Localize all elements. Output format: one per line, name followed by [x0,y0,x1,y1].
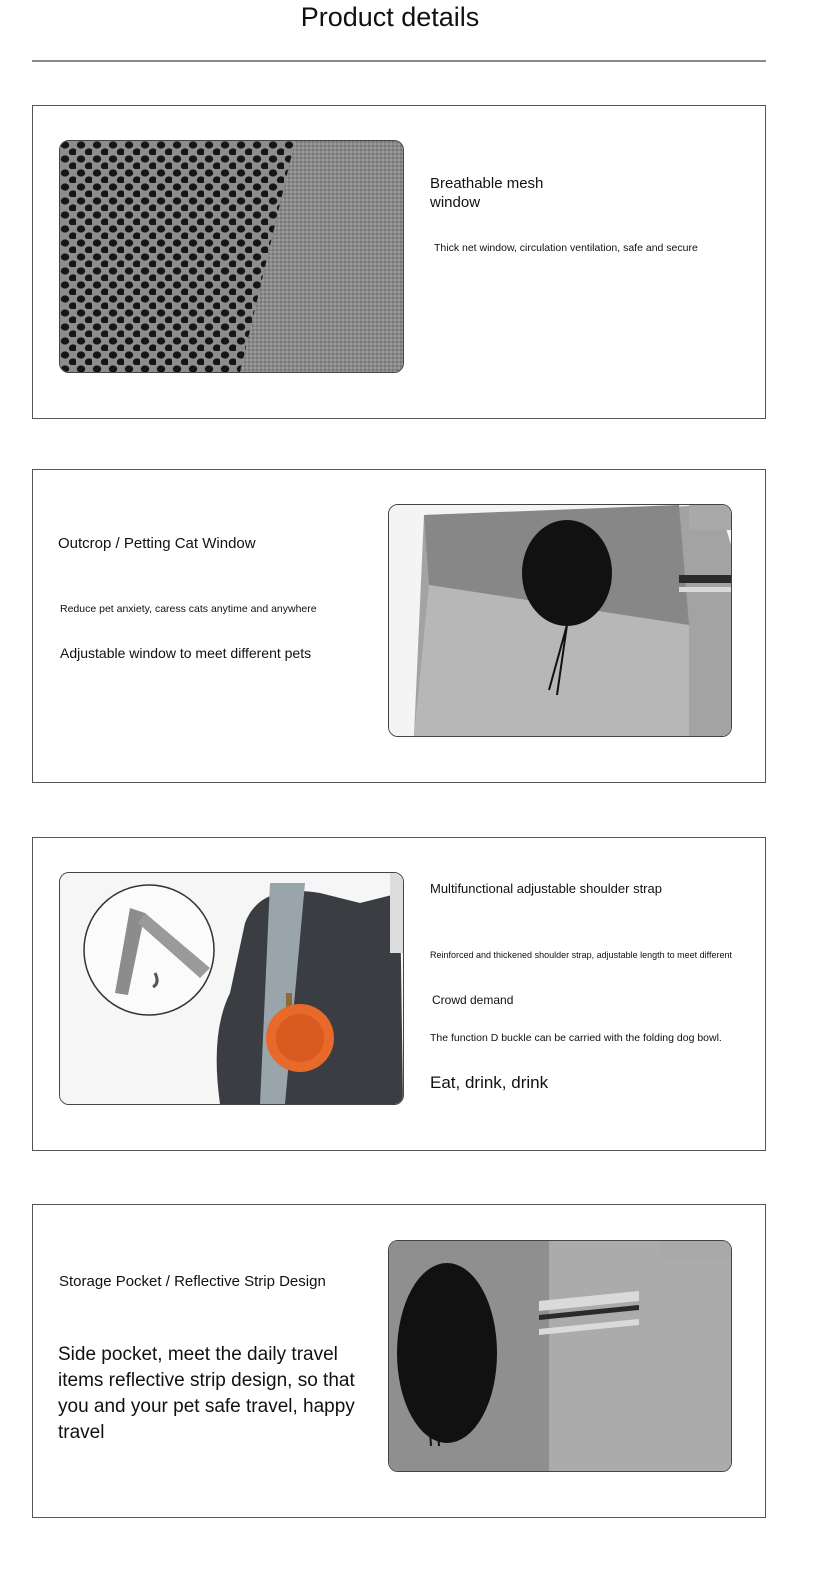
section-text: Adjustable window to meet different pets [60,645,312,661]
section-petting-window [32,469,766,783]
section-heading: Multifunctional adjustable shoulder strap [430,881,662,896]
shoulder-strap-image [59,872,404,1105]
section-text: Thick net window, circulation ventilation, safe and secure [434,242,698,254]
title-divider [32,60,766,62]
section-heading: Breathable mesh window [430,175,544,211]
storage-pocket-image [388,1240,732,1472]
section-text: Crowd demand [432,993,514,1007]
section-mesh [32,105,766,419]
section-text: Side pocket, meet the daily travel items reflective strip design, so that you and your pet safe travel, happy travel [58,1344,355,1443]
section-heading: Outcrop / Petting Cat Window [58,535,256,552]
section-text: Reinforced and thickened shoulder strap, adjustable length to meet different [430,950,733,960]
section-shoulder-strap [32,837,766,1151]
section-text: Eat, drink, drink [430,1073,549,1092]
section-text: The function D buckle can be carried with the folding dog bowl. [430,1032,722,1044]
mesh-image [59,140,404,373]
section-text: Reduce pet anxiety, caress cats anytime and anywhere [60,603,317,615]
carrier-window-image [388,504,732,737]
page-title: Product details [300,2,480,32]
section-storage-pocket [32,1204,766,1518]
section-heading: Storage Pocket / Reflective Strip Design [59,1273,326,1290]
